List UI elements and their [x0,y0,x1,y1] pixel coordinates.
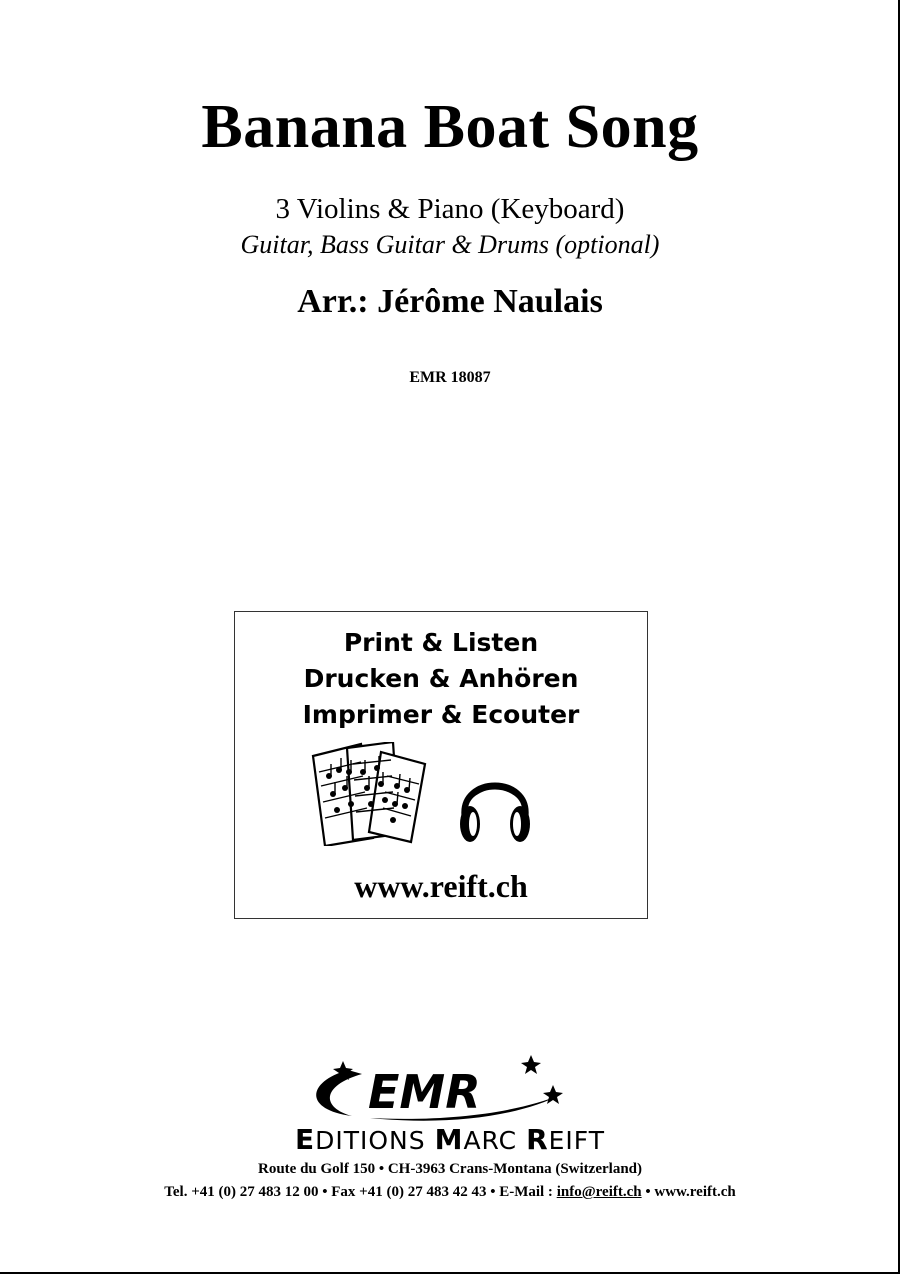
email-link[interactable]: info@reift.ch [556,1184,642,1200]
wordmark-ditions: DITIONS [315,1126,435,1155]
catalog-number: EMR 18087 [409,369,491,386]
arranger: Arr.: Jérôme Naulais [297,283,603,320]
publisher-address: Route du Golf 150 • CH-3963 Crans-Montana (Switzerland) [258,1161,642,1177]
optional-instruments: Guitar, Bass Guitar & Drums (optional) [240,230,660,259]
wordmark-arc: ARC [463,1126,527,1155]
publisher-wordmark [0,1123,900,1156]
wordmark-eift: EIFT [548,1126,606,1155]
print-listen-box [234,611,648,919]
contact-phone-fax: Tel. +41 (0) 27 483 12 00 • Fax +41 (0) 27 483 42 43 • E-Mail : [164,1184,557,1200]
contact-website: • www.reift.ch [641,1184,736,1200]
promo-line-english: Print & Listen [343,628,539,657]
instrumentation: 3 Violins & Piano (Keyboard) [275,193,625,225]
piece-title: Banana Boat Song [201,93,699,161]
wordmark-m: M [434,1123,464,1156]
emr-logo [300,1052,590,1122]
publisher-contact [0,1184,900,1201]
promo-line-german: Drucken & Anhören [303,664,579,693]
promo-line-french: Imprimer & Ecouter [302,700,580,729]
headphones-icon [457,762,533,846]
sheet-music-icon [307,742,437,846]
wordmark-e: E [294,1123,316,1156]
promo-website: www.reift.ch [354,868,528,904]
wordmark-r: R [526,1123,549,1156]
logo-text: EMR [368,1065,481,1119]
